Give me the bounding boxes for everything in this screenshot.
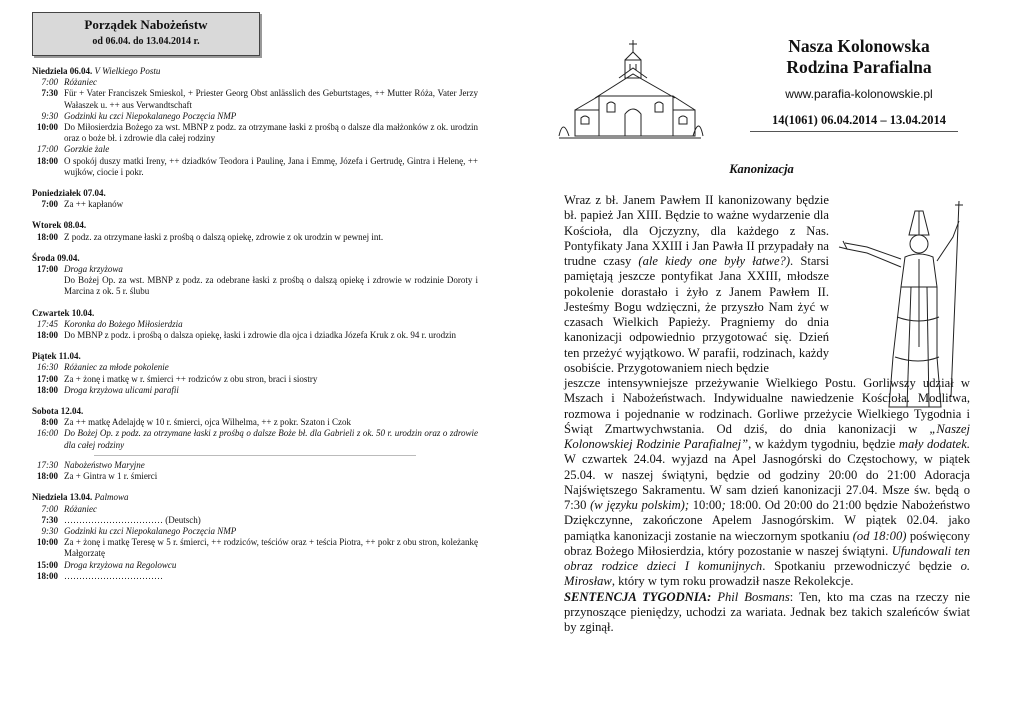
mass-time: 17:00 xyxy=(37,264,58,275)
mass-intention: O spokój duszy matki Ireny, ++ dziadków Teodora i Paulinę, Jana i Emmę, Józefa i Gertrudę, Gintra i Helenę, ++ wujków, ciocie i pokr. xyxy=(64,155,478,177)
schedule-row xyxy=(32,319,478,330)
schedule-row xyxy=(32,275,478,297)
schedule-row xyxy=(32,460,478,471)
issue-divider xyxy=(750,131,958,132)
mass-intention: Różaniec za młode pokolenie xyxy=(64,362,169,373)
mass-intention: Do Bożej Op. za wst. MBNP z podz. za odebrane łaski z prośbą o dalszą opiekę i zdrowie w rodzinie Doroty i Marcina z ok. 5 r. ślubu xyxy=(64,275,478,297)
article-paragraph-2 xyxy=(564,376,970,590)
article-text: 18:00. Od 20:00 do 21:00 będzie Nabożeństwo Dziękczynne, zakończone Apelem Jasnogórskim. W piątek 02.04. jako pamiątka kanonizacji zostanie na wieczornym spotkaniu xyxy=(564,498,970,543)
schedule-row xyxy=(32,526,478,537)
mass-intention: Droga krzyżowa ulicami parafii xyxy=(64,384,179,395)
sentence-of-week xyxy=(564,590,970,636)
mass-time: 8:00 xyxy=(41,417,58,428)
mass-intention: Godzinki ku czci Niepokalanego Poczęcia NMP xyxy=(64,110,237,121)
mass-intention: Za + Gintra w 1 r. śmierci xyxy=(64,471,158,482)
mass-intention: Do MBNP z podz. i prośbą o dalsza opiekę, łaski i zdrowie dla ojca i dziadka Józefa Kruk z ok. 94 r. urodzin xyxy=(64,330,457,341)
schedule-row xyxy=(32,77,478,88)
mass-intention: Nabożeństwo Maryjne xyxy=(64,459,145,470)
mass-intention: Za ++ kapłanów xyxy=(64,199,124,210)
day-note: Palmowa xyxy=(94,492,129,503)
schedule-row xyxy=(32,199,478,210)
mass-time: 18:00 xyxy=(37,231,58,242)
mass-time xyxy=(32,275,64,297)
mass-intention: Do Bożej Op. z podz. za otrzymane łaski z prośbą o dalsze Boże bł. dla Gabrieli z ok. 50 r. urodzin oraz o zdrowie dla całej rodziny xyxy=(64,428,478,450)
day-name: Niedziela 13.04. xyxy=(32,492,93,503)
article-text: 10:00 xyxy=(689,498,722,512)
schedule-dates: od 06.04. do 13.04.2014 r. xyxy=(92,36,200,47)
article-text-italic: mały dodatek. xyxy=(898,437,970,451)
schedule-day xyxy=(32,66,478,178)
mass-time: 18:00 xyxy=(37,570,58,581)
sentence-author: Phil Bosmans xyxy=(717,589,790,604)
schedule-day xyxy=(32,188,478,210)
mass-intention: Za + żonę i matkę w r. śmierci ++ rodziców z obu stron, braci i siostry xyxy=(64,373,318,384)
issue-number: 14(1061) 06.04.2014 – 13.04.2014 xyxy=(772,113,946,127)
day-name: Piątek 11.04. xyxy=(32,351,81,362)
mass-time: 17:00 xyxy=(37,373,58,384)
mass-time: 17:30 xyxy=(37,459,58,470)
day-heading xyxy=(32,492,478,503)
day-name: Środa 09.04. xyxy=(32,252,80,263)
schedule-day xyxy=(32,351,478,396)
mass-time: 18:00 xyxy=(37,471,58,482)
schedule-row xyxy=(32,515,478,526)
mass-time: 16:00 xyxy=(37,428,58,439)
schedule-header-box xyxy=(32,12,260,56)
mass-time: 16:30 xyxy=(37,362,58,373)
sentence-text: : Ten, kto ma czas na rzeczy nie przynoszące pieniędzy, uchodzi za wariata. Jednak bez takich szaleńców świat by zginął. xyxy=(564,589,970,634)
day-heading xyxy=(32,406,478,417)
article-text-italic: o. Mirosław xyxy=(564,559,971,589)
day-heading xyxy=(32,188,478,199)
schedule-day xyxy=(32,220,478,242)
schedule-row xyxy=(32,374,478,385)
schedule-separator xyxy=(94,455,416,456)
bulletin-title-line2: Rodzina Parafialna xyxy=(786,57,932,77)
article-text-italic: Ufundowali ten obraz rodzice dzieci I komunijnych xyxy=(564,543,971,573)
schedule-day xyxy=(32,253,478,298)
mass-intention: Godzinki ku czci Niepokalanego Poczęcia NMP xyxy=(64,525,237,536)
bulletin-masthead xyxy=(750,36,968,132)
day-name: Niedziela 06.04. xyxy=(32,66,93,76)
mass-intention: Droga krzyżowa xyxy=(64,264,123,275)
mass-intention: Za ++ matkę Adelajdę w 10 r. śmierci, ojca Wilhelma, ++ z pokr. Szaton i Czok xyxy=(64,417,351,428)
schedule-day xyxy=(32,308,478,342)
schedule-row xyxy=(32,385,478,396)
mass-time: 7:00 xyxy=(41,199,58,210)
mass-intention: Za + żonę i matkę Teresę w 5 r. śmierci, ++ rodziców, teściów oraz + teścia Piotra, ++ pokr z obu stron, koleżankę Małgorzatę xyxy=(64,537,478,559)
day-name: Czwartek 10.04. xyxy=(32,307,95,318)
article-text-italic: (w języku polskim); xyxy=(590,498,690,512)
schedule-title: Porządek Nabożeństw xyxy=(84,17,208,32)
article-text: , który w tym roku prowadził nasze Rekolekcje. xyxy=(611,574,854,589)
mass-intention: Droga krzyżowa na Regolowcu xyxy=(64,559,177,570)
article-paragraph-1 xyxy=(564,193,829,376)
article-body xyxy=(564,193,970,635)
mass-intention: Für + Vater Franciszek Smieskol, + Priester Georg Obst anlässlich des Geburtstages, ++ Mutter Róża, Vater Jerzy Wałaszek u. ++ aus Verwandtschaft xyxy=(64,88,478,110)
article-text-italic: ; xyxy=(721,498,726,512)
mass-intention: …………………………… xyxy=(64,570,163,581)
mass-time: 7:00 xyxy=(41,503,58,514)
schedule-row xyxy=(32,571,478,582)
article-text: . Spotkaniu przewodniczyć będzie xyxy=(762,559,961,573)
article-text: W czwartek 24.04. wyjazd na Apel Jasnogórski do Częstochowy, w piątek 25.04. w naszej świątyni, będzie od godziny 20:00 do 21:00 Adoracja Najświętszego Sakramentu. W sam dzień kanonizacji 27.04. Msze św. będą o 7:30 xyxy=(564,452,970,512)
article-text: . Starsi pamiętają jeszcze pontyfikat Jana XXIII, młodsze pokolenie dorastało i żyło z Janem Pawłem II. Jesteśmy Bogu wdzięczni, że przyszło Nam żyć w czasach Wielkich Papieży. Pragniemy do dnia kanonizacji odpowiednio przygotować się. Dzień ten przeżyć wyjątkowo. W parafii, rodzinach, każdy osobiście. Przygotowaniem niech będzie xyxy=(564,254,830,375)
schedule-row xyxy=(32,88,478,110)
mass-time: 10:00 xyxy=(37,122,58,133)
article-text-italic: „Naszej Kolonowskiej Rodzinie Parafialnej” xyxy=(564,421,970,451)
article-text: Wraz z bł. Janem Pawłem II kanonizowany będzie bł. papież Jan XIII. Będzie to ważne wydarzenie dla Kościoła, dla Ojczyzny, dla każdego z Nas. Pontyfikaty Jana XXIII i Jan Pawła II przypadały na trudne czasy xyxy=(564,193,829,268)
article-text-italic: (od 18:00) xyxy=(852,528,907,543)
mass-intention: Koronka do Bożego Miłosierdzia xyxy=(64,318,183,329)
mass-time: 7:30 xyxy=(41,88,58,99)
mass-time: 9:30 xyxy=(41,110,58,121)
schedule-row xyxy=(32,504,478,515)
mass-time: 17:45 xyxy=(37,318,58,329)
mass-intention: Różaniec xyxy=(64,77,97,88)
church-illustration xyxy=(555,38,705,150)
day-heading xyxy=(32,220,478,231)
schedule-row xyxy=(32,156,478,178)
day-heading xyxy=(32,351,478,362)
schedule-row xyxy=(32,232,478,243)
schedule-row xyxy=(32,471,478,482)
article-text: jeszcze intensywniejsze przeżywanie Wielkiego Postu. Gorliwszy udział w Mszach i Nabożeństwach. Indywidualne nawiedzenie Kościoła. Modlitwa, rozmowa i pojednanie w rodzinach. Gorliwe przeżycie Wielkiego Tygodnia i Świąt Zmartwychwstania. Od dziś, do dnia kanonizacji w xyxy=(564,376,970,436)
sentence-label: SENTENCJA TYGODNIA: xyxy=(564,589,712,604)
schedule-row xyxy=(32,537,478,559)
mass-intention: Do Miłosierdzia Bożego za wst. MBNP z podz. za otrzymane łaski z prośbą o dalsze dla małżonków z ok. urodzin oraz o boże bł. i zdrowie dla całej rodziny xyxy=(64,122,478,144)
schedule-row xyxy=(32,560,478,571)
article-text: poświęcony obraz Bożego Miłosierdzia, który pozostanie w naszej świątyni. xyxy=(564,528,970,558)
schedule-row xyxy=(32,122,478,144)
mass-intention: …………………………… (Deutsch) xyxy=(64,514,201,525)
mass-intention: Z podz. za otrzymane łaski z prośbą o dalszą opiekę, zdrowie z ok urodzin w pewnej int. xyxy=(64,231,384,242)
schedule-row xyxy=(32,428,478,450)
mass-intention: Różaniec xyxy=(64,503,97,514)
mass-time: 7:30 xyxy=(41,514,58,525)
schedule-day xyxy=(32,492,478,582)
schedule-row xyxy=(32,264,478,275)
parish-website: www.parafia-kolonowskie.pl xyxy=(785,87,933,101)
day-name: Sobota 12.04. xyxy=(32,406,84,417)
mass-intention: Gorzkie żale xyxy=(64,144,110,155)
section-title: Kanonizacja xyxy=(729,162,794,176)
schedule-row xyxy=(32,362,478,373)
mass-time: 9:30 xyxy=(41,525,58,536)
day-name: Poniedziałek 07.04. xyxy=(32,188,106,199)
mass-time: 18:00 xyxy=(37,384,58,395)
day-heading xyxy=(32,308,478,319)
mass-time: 18:00 xyxy=(37,155,58,166)
day-heading xyxy=(32,66,478,77)
schedule-row xyxy=(32,111,478,122)
article-text: , w każdym tygodniu, będzie xyxy=(748,437,899,451)
bulletin-title-line1: Nasza Kolonowska xyxy=(788,36,930,56)
mass-time: 10:00 xyxy=(37,537,58,548)
schedule-row xyxy=(32,417,478,428)
mass-time: 18:00 xyxy=(37,330,58,341)
day-note: V Wielkiego Postu xyxy=(94,66,161,76)
day-name: Wtorek 08.04. xyxy=(32,220,87,231)
mass-time: 7:00 xyxy=(41,77,58,88)
mass-time: 15:00 xyxy=(37,559,58,570)
schedule-row xyxy=(32,330,478,341)
schedule-day xyxy=(32,406,478,482)
schedule-days xyxy=(32,66,478,582)
mass-time: 17:00 xyxy=(37,144,58,155)
schedule-column xyxy=(32,12,478,582)
schedule-row xyxy=(32,144,478,155)
day-heading xyxy=(32,253,478,264)
article-text-italic: (ale kiedy one były łatwe?) xyxy=(638,254,791,268)
